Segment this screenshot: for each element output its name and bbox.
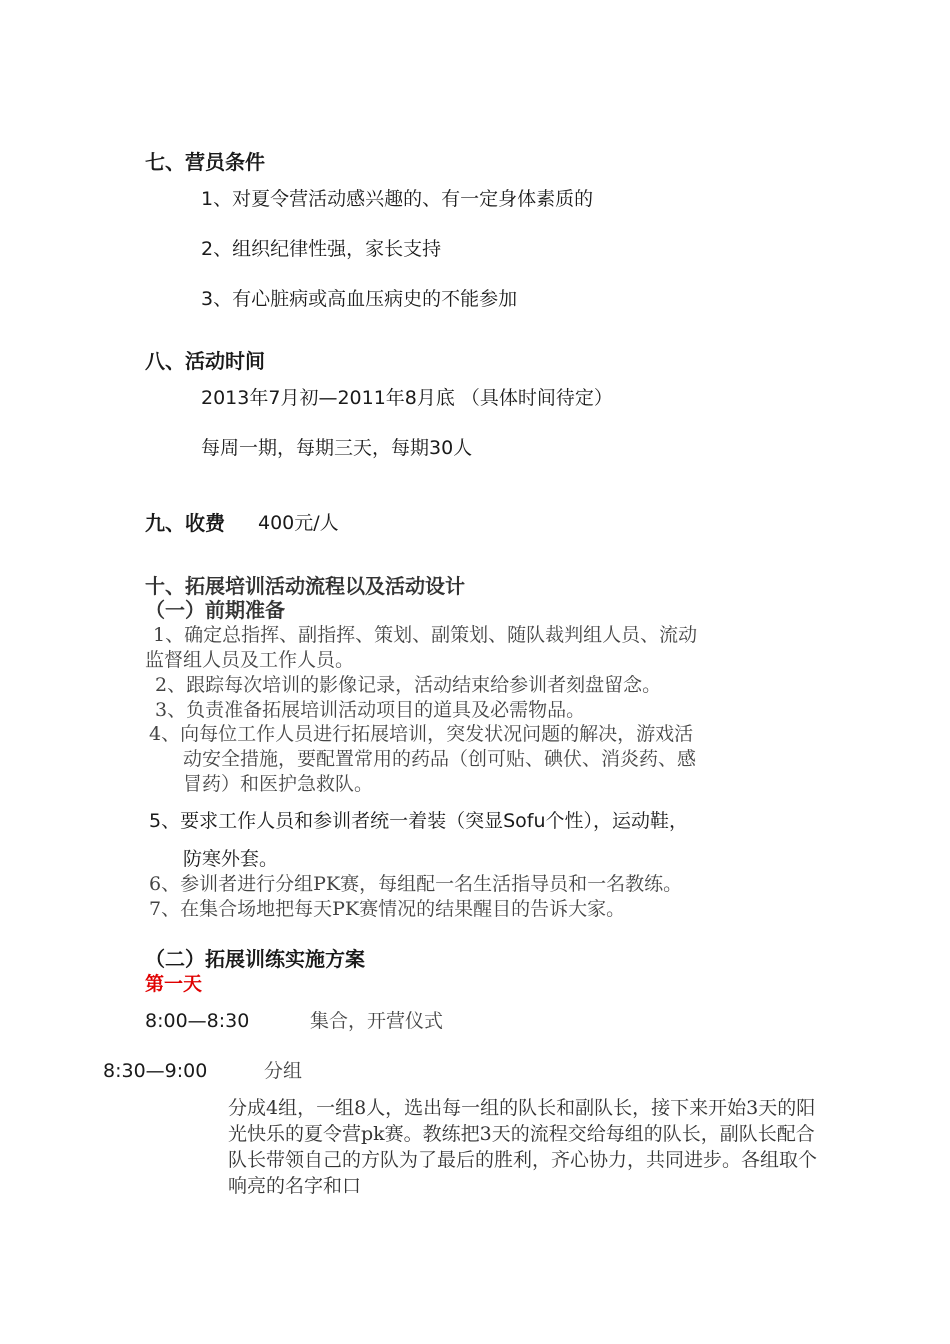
- section-7-title: 七、营员条件: [145, 150, 265, 174]
- section-7-item-3: 3、有心脏病或高血压病史的不能参加: [201, 288, 518, 310]
- section-9-title: 九、收费: [145, 511, 225, 535]
- prep-line-5: 4、向每位工作人员进行拓展培训，突发状况问题的解决，游戏活: [149, 723, 694, 745]
- section-10-sub-1: （一）前期准备: [145, 598, 285, 622]
- section-8-line-2: 每周一期，每期三天，每期30人: [201, 437, 473, 459]
- section-10-sub-2: （二）拓展训练实施方案: [145, 947, 365, 971]
- section-7-item-1: 1、对夏令营活动感兴趣的、有一定身体素质的: [201, 188, 594, 210]
- section-7-item-2: 2、组织纪律性强，家长支持: [201, 238, 442, 260]
- section-10-title: 十、拓展培训活动流程以及活动设计: [145, 574, 465, 598]
- section-8-title: 八、活动时间: [145, 349, 265, 373]
- prep-line-3: 2、跟踪每次培训的影像记录，活动结束给参训者刻盘留念。: [155, 674, 662, 696]
- schedule-time-2: 8:30—9:00: [103, 1060, 208, 1082]
- prep-line-1: 1、确定总指挥、副指挥、策划、副策划、随队裁判组人员、流动: [153, 624, 698, 646]
- prep-line-11: 7、在集合场地把每天PK赛情况的结果醒目的告诉大家。: [149, 898, 626, 920]
- prep-line-4: 3、负责准备拓展培训活动项目的道具及必需物品。: [155, 699, 586, 721]
- section-9-fee: 400元/人: [258, 512, 339, 534]
- prep-line-2: 监督组人员及工作人员。: [145, 649, 355, 671]
- prep-line-6: 动安全措施，要配置常用的药品（创可贴、碘伏、消炎药、感: [183, 748, 697, 770]
- grouping-description: 分成4组，一组8人，选出每一组的队长和副队长，接下来开始3天的阳光快乐的夏令营pk赛。教练把3天的流程交给每组的队长，副队长配合队长带领自己的方队为了最后的胜利，齐心协力，共同进步。各组取个响亮的名字和口: [228, 1097, 818, 1197]
- schedule-activity-2: 分组: [264, 1060, 303, 1082]
- day-1-label: 第一天: [145, 973, 203, 995]
- prep-line-8: 5、要求工作人员和参训者统一着装（突显Sofu个性），运动鞋，: [149, 810, 689, 832]
- prep-line-7: 冒药）和医护急救队。: [183, 773, 374, 795]
- schedule-activity-1: 集合，开营仪式: [310, 1010, 444, 1032]
- prep-line-9: 防寒外套。: [183, 848, 279, 870]
- section-8-line-1: 2013年7月初—2011年8月底 （具体时间待定）: [201, 387, 613, 409]
- schedule-time-1: 8:00—8:30: [145, 1010, 250, 1032]
- prep-line-10: 6、参训者进行分组PK赛，每组配一名生活指导员和一名教练。: [149, 873, 683, 895]
